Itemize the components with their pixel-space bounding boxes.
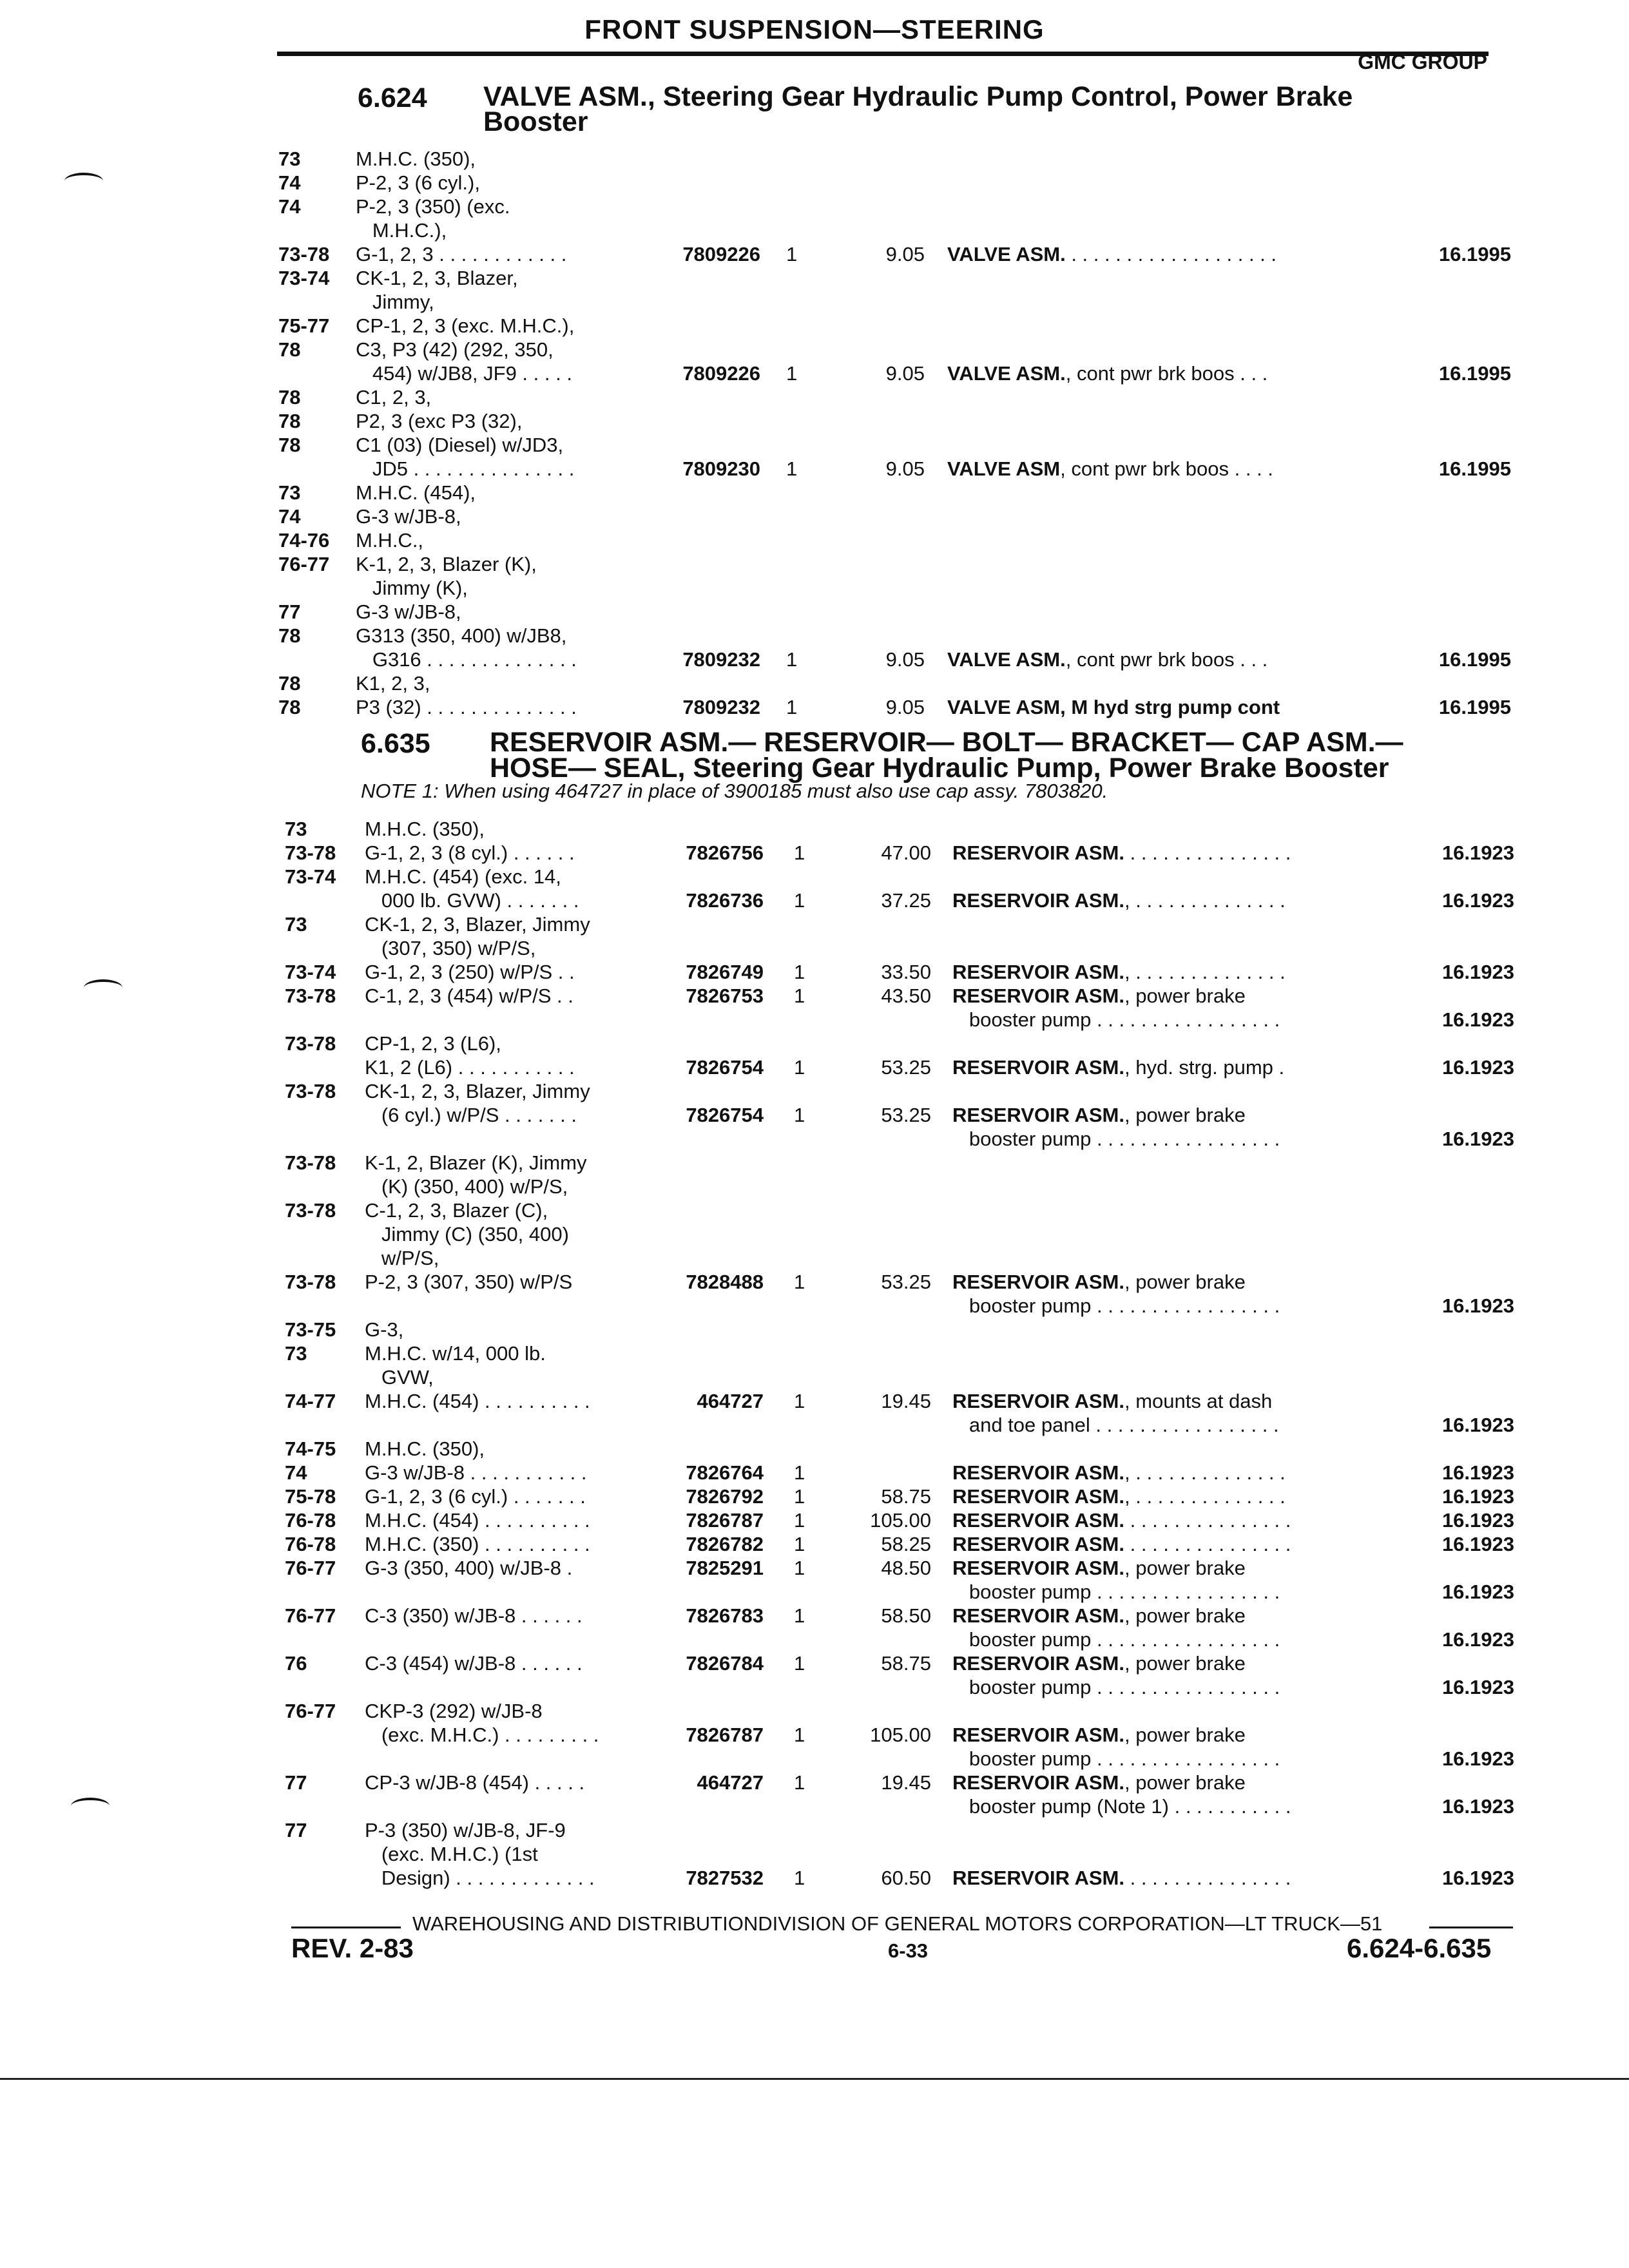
application: (exc. M.H.C.) (1st <box>365 1843 538 1865</box>
description-detail: . . . . . . . . . . . . . . . <box>1124 1509 1291 1532</box>
revision-label: REV. 2-83 <box>291 1933 414 1963</box>
description-detail: , power brake <box>1124 1652 1246 1675</box>
application: K1, 2, 3, <box>356 672 430 695</box>
section-title-line: VALVE ASM., Steering Gear Hydraulic Pump Control, Power Brake <box>483 81 1353 112</box>
price: 60.50 <box>881 1867 931 1889</box>
group-number: 16.1923 <box>1441 1795 1514 1818</box>
description <box>952 984 1468 1008</box>
description-detail: , mounts at dash <box>1124 1390 1273 1412</box>
application: CK-1, 2, 3, Blazer, Jimmy <box>365 1080 590 1102</box>
group-number: 16.1923 <box>1441 1628 1514 1651</box>
model-year: 73-74 <box>285 961 336 983</box>
section-note: NOTE 1: When using 464727 in place of 3900185 must also use cap assy. 7803820. <box>361 780 1108 802</box>
model-year: 73-78 <box>285 1151 336 1174</box>
application: M.H.C. (350), <box>356 148 476 170</box>
description-continued: booster pump (Note 1) . . . . . . . . . . . <box>952 1795 1291 1818</box>
application: C1 (03) (Diesel) w/JD3, <box>356 434 564 456</box>
part-number: 7826736 <box>686 889 764 912</box>
model-year: 78 <box>278 434 301 456</box>
part-number: 7826749 <box>686 961 764 983</box>
description-name: RESERVOIR ASM. <box>952 1557 1124 1579</box>
part-number: 7826783 <box>686 1604 764 1627</box>
application: (K) (350, 400) w/P/S, <box>365 1175 568 1198</box>
footer-rule-right <box>1429 1927 1513 1928</box>
description-name: RESERVOIR ASM. <box>952 1390 1124 1412</box>
part-number: 7825291 <box>686 1557 764 1579</box>
model-year: 73-75 <box>285 1318 336 1341</box>
model-year: 73-78 <box>285 1271 336 1293</box>
group-number: 16.1923 <box>1441 1747 1514 1770</box>
model-year: 78 <box>278 696 301 718</box>
model-year: 73 <box>285 1342 307 1365</box>
description-name: RESERVOIR ASM. <box>952 1604 1124 1627</box>
price: 43.50 <box>881 985 931 1007</box>
description-name: VALVE ASM <box>947 457 1061 480</box>
part-number: 7809230 <box>682 457 760 480</box>
description-name: VALVE ASM. <box>947 648 1066 671</box>
application: G313 (350, 400) w/JB8, <box>356 624 567 647</box>
description-name: RESERVOIR ASM. <box>952 1771 1124 1794</box>
model-year: 73-78 <box>285 841 336 864</box>
model-year: 74-76 <box>278 529 330 552</box>
application: Jimmy, <box>356 291 434 313</box>
application: G-1, 2, 3 (8 cyl.) . . . . . . <box>365 841 575 864</box>
description-detail: , hyd. strg. pump . <box>1124 1056 1285 1079</box>
quantity: 1 <box>786 362 798 385</box>
part-number: 7826784 <box>686 1652 764 1675</box>
model-year: 78 <box>278 672 301 695</box>
price: 58.75 <box>881 1652 931 1675</box>
part-number: 464727 <box>697 1390 764 1412</box>
application: M.H.C. (350), <box>365 1437 485 1460</box>
price: 9.05 <box>885 457 925 480</box>
application: G-1, 2, 3 . . . . . . . . . . . . <box>356 243 567 265</box>
description-continued: booster pump . . . . . . . . . . . . . . . . . <box>952 1628 1280 1651</box>
price: 47.00 <box>881 841 931 864</box>
price: 58.25 <box>881 1533 931 1555</box>
quantity: 1 <box>786 243 798 265</box>
quantity: 1 <box>786 457 798 480</box>
model-year: 76-77 <box>285 1700 336 1722</box>
model-year: 76-77 <box>285 1604 336 1627</box>
application: CP-1, 2, 3 (exc. M.H.C.), <box>356 314 575 337</box>
footer-text: WAREHOUSING AND DISTRIBUTIONDIVISION OF GENERAL MOTORS CORPORATION—LT TRUCK—51 <box>412 1912 1383 1935</box>
bottom-rule <box>0 2078 1629 2080</box>
quantity: 1 <box>794 1056 805 1079</box>
model-year: 73 <box>285 818 307 840</box>
description <box>952 1604 1468 1628</box>
part-number: 7826782 <box>686 1533 764 1555</box>
application: K-1, 2, Blazer (K), Jimmy <box>365 1151 587 1174</box>
group-number: 16.1923 <box>1441 961 1514 983</box>
price: 9.05 <box>885 648 925 671</box>
description-name: RESERVOIR ASM. <box>952 961 1124 983</box>
application: Jimmy (C) (350, 400) <box>365 1223 569 1245</box>
description-name: RESERVOIR ASM. <box>952 1652 1124 1675</box>
price: 58.75 <box>881 1485 931 1508</box>
description-detail: , . . . . . . . . . . . . . . <box>1124 1461 1286 1484</box>
model-year: 75-77 <box>278 314 330 337</box>
application: C1, 2, 3, <box>356 386 432 408</box>
group-number: 16.1923 <box>1441 1485 1514 1508</box>
application: GVW, <box>365 1366 434 1389</box>
application: C-1, 2, 3 (454) w/P/S . . <box>365 985 574 1007</box>
description-name: RESERVOIR ASM. <box>952 1104 1124 1126</box>
part-number: 7826754 <box>686 1104 764 1126</box>
application: Jimmy (K), <box>356 577 468 599</box>
model-year: 78 <box>278 386 301 408</box>
price: 105.00 <box>870 1724 931 1746</box>
model-year: 73 <box>285 913 307 936</box>
price: 19.45 <box>881 1771 931 1794</box>
quantity: 1 <box>794 1771 805 1794</box>
model-year: 77 <box>285 1819 307 1841</box>
description-detail: , cont pwr brk boos . . . . <box>1060 457 1273 480</box>
description-name: RESERVOIR ASM. <box>952 1724 1124 1746</box>
quantity: 1 <box>794 1271 805 1293</box>
part-number: 7826754 <box>686 1056 764 1079</box>
description <box>952 1270 1468 1294</box>
model-year: 78 <box>278 338 301 361</box>
description-continued: booster pump . . . . . . . . . . . . . . . . . <box>952 1008 1280 1031</box>
description <box>952 1556 1468 1580</box>
application: (307, 350) w/P/S, <box>365 937 536 959</box>
part-number: 7826753 <box>686 985 764 1007</box>
group-number: 16.1923 <box>1441 1008 1514 1031</box>
description-name: VALVE ASM, M hyd strg pump cont <box>947 696 1280 718</box>
price: 19.45 <box>881 1390 931 1412</box>
part-number: 7828488 <box>686 1271 764 1293</box>
application: C3, P3 (42) (292, 350, <box>356 338 554 361</box>
application: w/P/S, <box>365 1247 439 1269</box>
description <box>952 1103 1468 1127</box>
quantity: 1 <box>794 1390 805 1412</box>
application: M.H.C.), <box>356 219 447 242</box>
model-year: 77 <box>278 601 301 623</box>
quantity: 1 <box>794 1557 805 1579</box>
description-name: VALVE ASM. <box>947 243 1066 265</box>
application: K1, 2 (L6) . . . . . . . . . . . <box>365 1056 575 1079</box>
group-label: GMC GROUP <box>1358 50 1487 73</box>
model-year: 76-78 <box>285 1509 336 1532</box>
model-year: 75-78 <box>285 1485 336 1508</box>
section-title <box>483 81 1353 137</box>
application: 454) w/JB8, JF9 . . . . . <box>356 362 572 385</box>
section-number: 6.624 <box>358 82 427 113</box>
quantity: 1 <box>794 1533 805 1555</box>
margin-mark <box>64 173 103 189</box>
application: C-3 (350) w/JB-8 . . . . . . <box>365 1604 583 1627</box>
part-number: 7827532 <box>686 1867 764 1889</box>
quantity: 1 <box>794 1652 805 1675</box>
description-detail: , cont pwr brk boos . . . <box>1065 362 1268 385</box>
model-year: 73-78 <box>278 243 330 265</box>
description-detail: , power brake <box>1124 985 1246 1007</box>
description <box>952 1389 1468 1413</box>
model-year: 73 <box>278 481 301 504</box>
quantity: 1 <box>794 1867 805 1889</box>
group-number: 16.1923 <box>1441 1414 1514 1436</box>
model-year: 73 <box>278 148 301 170</box>
application: CP-1, 2, 3 (L6), <box>365 1032 501 1055</box>
price: 9.05 <box>885 696 925 718</box>
part-number: 7809232 <box>682 648 760 671</box>
model-year: 73-74 <box>285 865 336 888</box>
model-year: 73-78 <box>285 985 336 1007</box>
model-year: 74-75 <box>285 1437 336 1460</box>
model-year: 77 <box>285 1771 307 1794</box>
application: Design) . . . . . . . . . . . . . <box>365 1867 595 1889</box>
quantity: 1 <box>794 1104 805 1126</box>
model-year: 76 <box>285 1652 307 1675</box>
application: CK-1, 2, 3, Blazer, <box>356 267 518 289</box>
margin-mark <box>71 1798 110 1814</box>
part-number: 7826787 <box>686 1509 764 1532</box>
application: 000 lb. GVW) . . . . . . . <box>365 889 579 912</box>
price: 53.25 <box>881 1271 931 1293</box>
section-title-line: Booster <box>483 106 588 137</box>
application: JD5 . . . . . . . . . . . . . . . <box>356 457 575 480</box>
application: C-3 (454) w/JB-8 . . . . . . <box>365 1652 583 1675</box>
description-name: RESERVOIR ASM. <box>952 889 1124 912</box>
application: (exc. M.H.C.) . . . . . . . . . <box>365 1724 599 1746</box>
group-number: 16.1923 <box>1441 1461 1514 1484</box>
group-number: 16.1995 <box>1438 243 1511 265</box>
description <box>952 1723 1468 1747</box>
application: M.H.C. (350) . . . . . . . . . . <box>365 1533 590 1555</box>
price: 105.00 <box>870 1509 931 1532</box>
group-number: 16.1923 <box>1441 1509 1514 1532</box>
part-number: 464727 <box>697 1771 764 1794</box>
application: P-3 (350) w/JB-8, JF-9 <box>365 1819 566 1841</box>
quantity: 1 <box>794 1485 805 1508</box>
price: 9.05 <box>885 362 925 385</box>
application: K-1, 2, 3, Blazer (K), <box>356 553 537 575</box>
model-year: 78 <box>278 624 301 647</box>
application: P-2, 3 (350) (exc. <box>356 195 510 218</box>
model-year: 73-78 <box>285 1032 336 1055</box>
part-number: 7826787 <box>686 1724 764 1746</box>
model-year: 74 <box>278 171 301 194</box>
application: G-3 w/JB-8 . . . . . . . . . . . <box>365 1461 587 1484</box>
price: 53.25 <box>881 1104 931 1126</box>
model-year: 73-78 <box>285 1080 336 1102</box>
application: CP-3 w/JB-8 (454) . . . . . <box>365 1771 585 1794</box>
price: 53.25 <box>881 1056 931 1079</box>
description-detail: , power brake <box>1124 1604 1246 1627</box>
quantity: 1 <box>786 648 798 671</box>
description-name: RESERVOIR ASM. <box>952 1461 1124 1484</box>
application: M.H.C. (350), <box>365 818 485 840</box>
group-number: 16.1923 <box>1441 1128 1514 1150</box>
price: 37.25 <box>881 889 931 912</box>
quantity: 1 <box>794 1461 805 1484</box>
model-year: 74 <box>285 1461 307 1484</box>
description-detail: , . . . . . . . . . . . . . . <box>1124 961 1286 983</box>
price: 9.05 <box>885 243 925 265</box>
description-detail: . . . . . . . . . . . . . . . <box>1124 841 1291 864</box>
model-year: 76-77 <box>278 553 330 575</box>
section-title-line: HOSE— SEAL, Steering Gear Hydraulic Pump, Power Brake Booster <box>490 753 1389 783</box>
model-year: 73-74 <box>278 267 330 289</box>
price: 48.50 <box>881 1557 931 1579</box>
description-name: RESERVOIR ASM. <box>952 1485 1124 1508</box>
description-continued: booster pump . . . . . . . . . . . . . . . . . <box>952 1747 1280 1770</box>
application: P-2, 3 (6 cyl.), <box>356 171 480 194</box>
section-range: 6.624-6.635 <box>1347 1933 1492 1963</box>
page-header-title: FRONT SUSPENSION—STEERING <box>584 14 1045 44</box>
description-continued: booster pump . . . . . . . . . . . . . . . . . <box>952 1294 1280 1317</box>
description-detail: . . . . . . . . . . . . . . . . . . . <box>1065 243 1277 265</box>
description-detail: , power brake <box>1124 1104 1246 1126</box>
group-number: 16.1923 <box>1441 1533 1514 1555</box>
description-detail: , power brake <box>1124 1557 1246 1579</box>
application: G-3 w/JB-8, <box>356 601 461 623</box>
group-number: 16.1923 <box>1441 1867 1514 1889</box>
part-number: 7809232 <box>682 696 760 718</box>
application: CKP-3 (292) w/JB-8 <box>365 1700 543 1722</box>
application: P2, 3 (exc P3 (32), <box>356 410 523 432</box>
part-number: 7826756 <box>686 841 764 864</box>
price: 58.50 <box>881 1604 931 1627</box>
model-year: 78 <box>278 410 301 432</box>
model-year: 74-77 <box>285 1390 336 1412</box>
description-detail: , power brake <box>1124 1771 1246 1794</box>
description-detail: , . . . . . . . . . . . . . . <box>1124 889 1286 912</box>
quantity: 1 <box>794 961 805 983</box>
page-number: 6-33 <box>888 1939 929 1962</box>
application: G-1, 2, 3 (6 cyl.) . . . . . . . <box>365 1485 586 1508</box>
description-continued: booster pump . . . . . . . . . . . . . . . . . <box>952 1581 1280 1603</box>
model-year: 74 <box>278 195 301 218</box>
part-number: 7826764 <box>686 1461 764 1484</box>
application: M.H.C., <box>356 529 424 552</box>
description-continued: booster pump . . . . . . . . . . . . . . . . . <box>952 1128 1280 1150</box>
description-continued: and toe panel . . . . . . . . . . . . . . . . . <box>952 1414 1279 1436</box>
section-number: 6.635 <box>361 728 430 759</box>
group-number: 16.1923 <box>1441 1581 1514 1603</box>
description-detail: . . . . . . . . . . . . . . . <box>1124 1533 1291 1555</box>
description <box>952 1651 1468 1675</box>
group-number: 16.1923 <box>1441 1676 1514 1698</box>
application: (6 cyl.) w/P/S . . . . . . . <box>365 1104 577 1126</box>
application: M.H.C. (454) . . . . . . . . . . <box>365 1390 590 1412</box>
application: G-3 w/JB-8, <box>356 505 461 528</box>
application: M.H.C. (454) (exc. 14, <box>365 865 561 888</box>
description-detail: . . . . . . . . . . . . . . . <box>1124 1867 1291 1889</box>
description-name: VALVE ASM. <box>947 362 1066 385</box>
application: G-3 (350, 400) w/JB-8 . <box>365 1557 573 1579</box>
quantity: 1 <box>786 696 798 718</box>
application: C-1, 2, 3, Blazer (C), <box>365 1199 548 1222</box>
application: M.H.C. (454) . . . . . . . . . . <box>365 1509 590 1532</box>
group-number: 16.1995 <box>1438 362 1511 385</box>
group-number: 16.1995 <box>1438 457 1511 480</box>
description-continued: booster pump . . . . . . . . . . . . . . . . . <box>952 1676 1280 1698</box>
description-name: RESERVOIR ASM. <box>952 1056 1124 1079</box>
quantity: 1 <box>794 889 805 912</box>
quantity: 1 <box>794 1604 805 1627</box>
part-number: 7809226 <box>682 362 760 385</box>
quantity: 1 <box>794 841 805 864</box>
description-detail: , cont pwr brk boos . . . <box>1065 648 1268 671</box>
quantity: 1 <box>794 1724 805 1746</box>
section-title <box>490 727 1403 783</box>
group-number: 16.1995 <box>1438 648 1511 671</box>
description-name: RESERVOIR ASM. <box>952 985 1124 1007</box>
section-title-line: RESERVOIR ASM.— RESERVOIR— BOLT— BRACKET— CAP ASM.— <box>490 727 1403 758</box>
group-number: 16.1923 <box>1441 889 1514 912</box>
application: P-2, 3 (307, 350) w/P/S <box>365 1271 573 1293</box>
application: G316 . . . . . . . . . . . . . . <box>356 648 577 671</box>
group-number: 16.1923 <box>1441 1056 1514 1079</box>
model-year: 76-77 <box>285 1557 336 1579</box>
header-rule <box>277 52 1489 56</box>
quantity: 1 <box>794 1509 805 1532</box>
application: G-3, <box>365 1318 404 1341</box>
margin-mark <box>84 979 122 996</box>
application: CK-1, 2, 3, Blazer, Jimmy <box>365 913 590 936</box>
group-number: 16.1923 <box>1441 1294 1514 1317</box>
price: 33.50 <box>881 961 931 983</box>
part-number: 7826792 <box>686 1485 764 1508</box>
model-year: 73-78 <box>285 1199 336 1222</box>
description <box>952 1771 1468 1794</box>
application: G-1, 2, 3 (250) w/P/S . . <box>365 961 575 983</box>
model-year: 74 <box>278 505 301 528</box>
group-number: 16.1923 <box>1441 841 1514 864</box>
description-name: RESERVOIR ASM. <box>952 1533 1124 1555</box>
description-name: RESERVOIR ASM. <box>952 1867 1124 1889</box>
description-name: RESERVOIR ASM. <box>952 841 1124 864</box>
description-detail: , power brake <box>1124 1271 1246 1293</box>
application: M.H.C. w/14, 000 lb. <box>365 1342 546 1365</box>
quantity: 1 <box>794 985 805 1007</box>
footer-rule-left <box>291 1927 401 1928</box>
description-detail: , power brake <box>1124 1724 1246 1746</box>
description-name: RESERVOIR ASM. <box>952 1509 1124 1532</box>
model-year: 76-78 <box>285 1533 336 1555</box>
description-detail: , . . . . . . . . . . . . . . <box>1124 1485 1286 1508</box>
description-name: RESERVOIR ASM. <box>952 1271 1124 1293</box>
application: P3 (32) . . . . . . . . . . . . . . <box>356 696 577 718</box>
application: M.H.C. (454), <box>356 481 476 504</box>
group-number: 16.1995 <box>1438 696 1511 718</box>
part-number: 7809226 <box>682 243 760 265</box>
